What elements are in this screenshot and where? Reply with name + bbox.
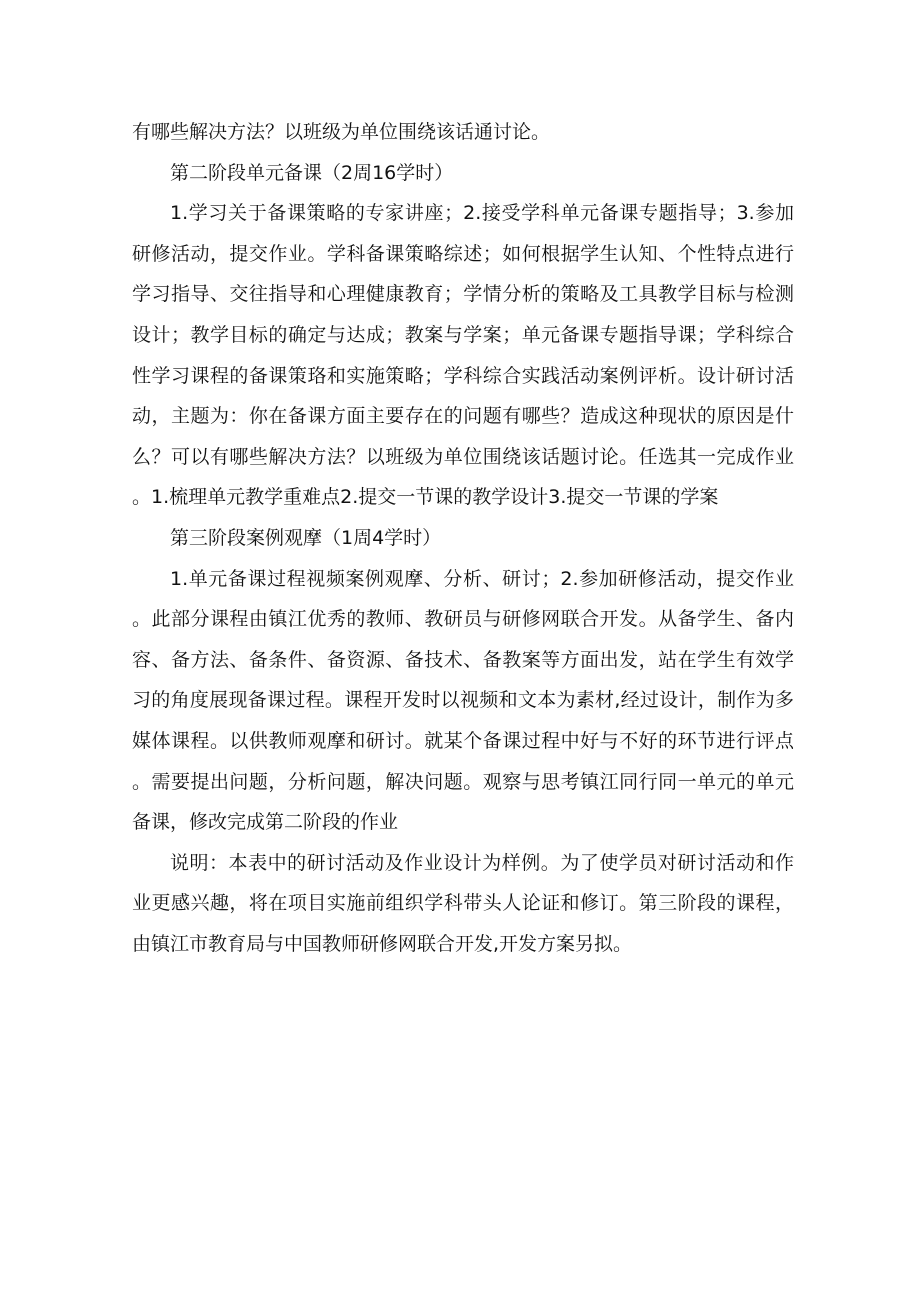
note-paragraph: 说明：本表中的研讨活动及作业设计为样例。为了使学员对研讨活动和作业更感兴趣，将在项目实施前组织学科带头人论证和修订。第三阶段的课程，由镇江市教育局与中国教师研修网联合开发,开发方案另拟。 <box>132 851 794 955</box>
stage3-body: 1.单元备课过程视频案例观摩、分析、研讨；2.参加研修活动，提交作业。此部分课程由镇江优秀的教师、教研员与研修网联合开发。从备学生、备内容、备方法、备条件、备资源、备技术、备教案等方面出发，站在学生有效学习的角度展现备课过程。课程开发时以视频和文本为素材,经过设计，制作为多媒体课程。以供教师观摩和研讨。就某个备课过程中好与不好的环节进行评点。需要提出问题，分析问题，解决问题。观察与思考镇江同行同一单元的单元备课，修改完成第二阶段的作业 <box>132 567 794 834</box>
stage3-heading: 第三阶段案例观摩（1周4学时） <box>170 526 442 549</box>
document-body <box>132 112 794 964</box>
stage2-body: 1.学习关于备课策略的专家讲座；2.接受学科单元备课专题指导；3.参加研修活动，提交作业。学科备课策略综述；如何根据学生认知、个性特点进行学习指导、交往指导和心理健康教育；学情分析的策略及工具教学目标与检测设计；教学目标的确定与达成；教案与学案；单元备课专题指导课；学科综合性学习课程的备课策珞和实施策略；学科综合实践活动案例评析。设计研讨活动，主题为：你在备课方面主要存在的问题有哪些？造成这种现状的原因是什么？可以有哪些解决方法？以班级为单位围绕该话题讨论。任选其一完成作业。1.梳理单元教学重难点2.提交一节课的教学设计3.提交一节课的学案 <box>132 202 794 509</box>
stage2-heading: 第二阶段单元备课（2周16学时） <box>170 161 454 184</box>
paragraph-continuation: 有哪些解决方法？以班级为单位围绕该话通讨论。 <box>132 121 551 143</box>
